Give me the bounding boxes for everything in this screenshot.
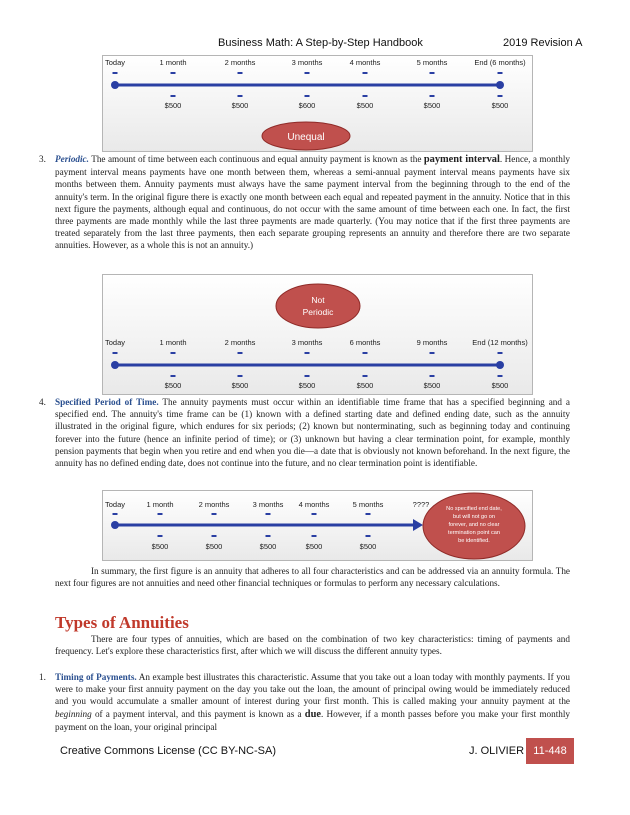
unequal-badge-label: Unequal	[287, 132, 325, 143]
not-periodic-badge-line1: Not	[311, 295, 325, 305]
tick-mark-lower	[363, 375, 368, 377]
tick-mark-lower	[498, 375, 503, 377]
tick-mark-upper	[238, 352, 243, 354]
payment-amount: $500	[298, 381, 316, 390]
payment-amount: $500	[305, 542, 323, 551]
tick-mark-lower	[312, 535, 317, 537]
footer-author: J. OLIVIER	[469, 745, 525, 757]
payment-amount: $500	[151, 542, 169, 551]
timeline-tick-label: Today	[104, 58, 126, 67]
payment-amount: $500	[259, 542, 277, 551]
tick-mark-lower	[171, 95, 176, 97]
timeline-tick-label: 6 months	[349, 338, 381, 347]
item-number: 3.	[39, 154, 46, 164]
tick-mark-upper	[171, 72, 176, 74]
timeline-end-dot	[496, 81, 504, 89]
tick-mark-lower	[212, 535, 217, 537]
no-end-note-line: forever, and no clear	[448, 522, 500, 528]
timeline-tick-label: 3 months	[291, 58, 323, 67]
item-specified-period	[39, 396, 571, 469]
payment-amount: $600	[298, 101, 316, 110]
timeline-figure-not-periodic	[102, 274, 533, 395]
item-text: . However, if a month passes before you make your first monthly payment on the loan, your original principal	[55, 708, 570, 732]
timeline-tick-label: 1 month	[159, 58, 187, 67]
timeline-tick-label: End (6 months)	[474, 58, 526, 67]
not-periodic-badge	[276, 284, 360, 328]
keyword-due: due	[304, 708, 321, 720]
no-end-note-line: No specified end date,	[446, 506, 502, 512]
payment-amount: $500	[423, 101, 441, 110]
timeline-tick-label: 1 month	[146, 500, 174, 509]
timeline-tick-label: 2 months	[224, 338, 256, 347]
timeline-figure-unequal	[102, 55, 533, 152]
tick-mark-upper	[212, 513, 217, 515]
tick-mark-upper	[158, 513, 163, 515]
item-text: of a payment interval, and this payment is known as a	[91, 708, 305, 719]
payment-amount: $500	[356, 381, 374, 390]
payment-amount: $500	[423, 381, 441, 390]
tick-mark-upper	[430, 72, 435, 74]
not-periodic-badge-line2: Periodic	[302, 307, 334, 317]
timeline-tick-label: 5 months	[352, 500, 384, 509]
timeline-tick-label: 1 month	[159, 338, 187, 347]
timeline-no-end-svg	[103, 491, 532, 560]
tick-mark-upper	[113, 513, 118, 515]
item-text: An example best illustrates this characteristic. Assume that you take out a loan today with monthly payments. If you were to make your first annuity payment on the day you take out the loan, the amount of principal owing would be immediately reduced and you would accumulate a smaller amount of interest during your first month. This is called making your annuity payment at the	[55, 672, 570, 707]
tick-mark-upper	[305, 352, 310, 354]
tick-mark-lower	[305, 375, 310, 377]
timeline-not-periodic-svg	[103, 275, 532, 394]
item-term: Specified Period of Time.	[55, 397, 159, 407]
tick-mark-upper	[363, 72, 368, 74]
footer-license: Creative Commons License (CC BY-NC-SA)	[60, 745, 276, 757]
no-end-note-line: be identified.	[458, 538, 490, 544]
timeline-tick-label: 5 months	[416, 58, 448, 67]
tick-mark-upper	[113, 72, 118, 74]
timeline-tick-label: 3 months	[252, 500, 284, 509]
tick-mark-lower	[171, 375, 176, 377]
timeline-arrowhead	[413, 519, 423, 531]
payment-amount: $500	[491, 101, 509, 110]
tick-mark-upper	[312, 513, 317, 515]
payment-amount: $500	[231, 381, 249, 390]
tick-mark-lower	[363, 95, 368, 97]
emphasis-beginning: beginning	[55, 708, 92, 719]
timeline-start-dot	[111, 81, 119, 89]
timeline-figure-no-end	[102, 490, 533, 561]
timeline-end-dot	[496, 361, 504, 369]
timeline-tick-label: ????	[412, 500, 430, 509]
timeline-unequal-svg	[103, 56, 532, 151]
payment-amount: $500	[491, 381, 509, 390]
payment-amount: $500	[356, 101, 374, 110]
item-text: The amount of time between each continuous and equal annuity payment is known as the	[88, 154, 424, 164]
tick-mark-upper	[238, 72, 243, 74]
intro-paragraph: There are four types of annuities, which are based on the combination of two key characteristics: timing of payments and frequency. Let's explore these characteristics first, after which we will discuss the different annuity types.	[55, 634, 570, 657]
tick-mark-upper	[366, 513, 371, 515]
timeline-tick-label: 3 months	[291, 338, 323, 347]
timeline-tick-label: 2 months	[198, 500, 230, 509]
timeline-tick-label: 2 months	[224, 58, 256, 67]
payment-amount: $500	[205, 542, 223, 551]
tick-mark-upper	[266, 513, 271, 515]
running-header-title: Business Math: A Step-by-Step Handbook	[218, 37, 423, 49]
timeline-tick-label: End (12 months)	[472, 338, 528, 347]
summary-paragraph: In summary, the first figure is an annuity that adheres to all four characteristics and can be addressed via an annuity formula. The next four figures are not annuities and need other financial techniques or formulas to perform any necessary calculations.	[55, 566, 570, 589]
timeline-start-dot	[111, 521, 119, 529]
timeline-tick-label: Today	[104, 500, 126, 509]
tick-mark-lower	[498, 95, 503, 97]
item-text: The annuity payments must occur within an identifiable time frame that has a specified beginning and a specified end. The annuity's time frame can be (1) known with a defined starting date and defined ending date, such as the annuity illustrated in the original figure, which endures for six periods; (2) known but nonterminating, such as beginning today and continuing forever into the future (hence an infinite period of time); or (3) unknown but having a clear termination point, for example, monthly pension payments that begin when you retire and end when you die—a date that is obviously not known beforehand. In the next figure, the annuity has no defined ending date, does not continue into the future, and no clear termination point is identifiable.	[55, 397, 571, 469]
no-end-note-line: termination point can	[448, 530, 500, 536]
timeline-tick-label: 9 months	[416, 338, 448, 347]
tick-mark-lower	[238, 95, 243, 97]
keyword-payment-interval: payment interval	[423, 154, 500, 165]
tick-mark-lower	[430, 95, 435, 97]
footer-page-number: 11-448	[526, 738, 574, 764]
item-term: Timing of Payments.	[55, 672, 137, 682]
timeline-tick-label: 4 months	[349, 58, 381, 67]
item-text: . Hence, a monthly payment interval means payments have one month between them, whereas a semi-annual payment interval means payments have six months between them. Annuity payments must always have the same payment interval from the beginning through to the end of the annuity's term. In the original figure there is exactly one month between each equal and repeated payment in the annuity. Notice that in this next figure the payments, although equal and continuous, do not occur with the same amount of time between each one. In fact, the first three payments are made monthly while the last three payments are made quarterly. (You may notice that if the first three payments are treated separately from the last three payments, then each separate grouping represents an annuity and therefore there are two separate annuities. However, as a whole this is not an annuity.)	[55, 154, 571, 251]
tick-mark-lower	[238, 375, 243, 377]
no-end-note-line: but will not go on	[453, 514, 495, 520]
tick-mark-lower	[266, 535, 271, 537]
tick-mark-upper	[171, 352, 176, 354]
timeline-tick-label: Today	[104, 338, 126, 347]
item-timing-of-payments	[39, 671, 570, 733]
tick-mark-lower	[158, 535, 163, 537]
tick-mark-upper	[113, 352, 118, 354]
tick-mark-upper	[305, 72, 310, 74]
running-header-revision: 2019 Revision A	[503, 37, 583, 49]
section-title: Types of Annuities	[55, 613, 189, 632]
tick-mark-lower	[366, 535, 371, 537]
item-number: 1.	[39, 672, 46, 682]
payment-amount: $500	[164, 381, 182, 390]
item-periodic	[39, 153, 571, 252]
tick-mark-upper	[498, 72, 503, 74]
payment-amount: $500	[359, 542, 377, 551]
payment-amount: $500	[231, 101, 249, 110]
timeline-start-dot	[111, 361, 119, 369]
tick-mark-lower	[305, 95, 310, 97]
tick-mark-upper	[430, 352, 435, 354]
item-number: 4.	[39, 397, 46, 407]
tick-mark-upper	[498, 352, 503, 354]
tick-mark-upper	[363, 352, 368, 354]
tick-mark-lower	[430, 375, 435, 377]
timeline-tick-label: 4 months	[298, 500, 330, 509]
item-term: Periodic.	[55, 154, 89, 164]
payment-amount: $500	[164, 101, 182, 110]
